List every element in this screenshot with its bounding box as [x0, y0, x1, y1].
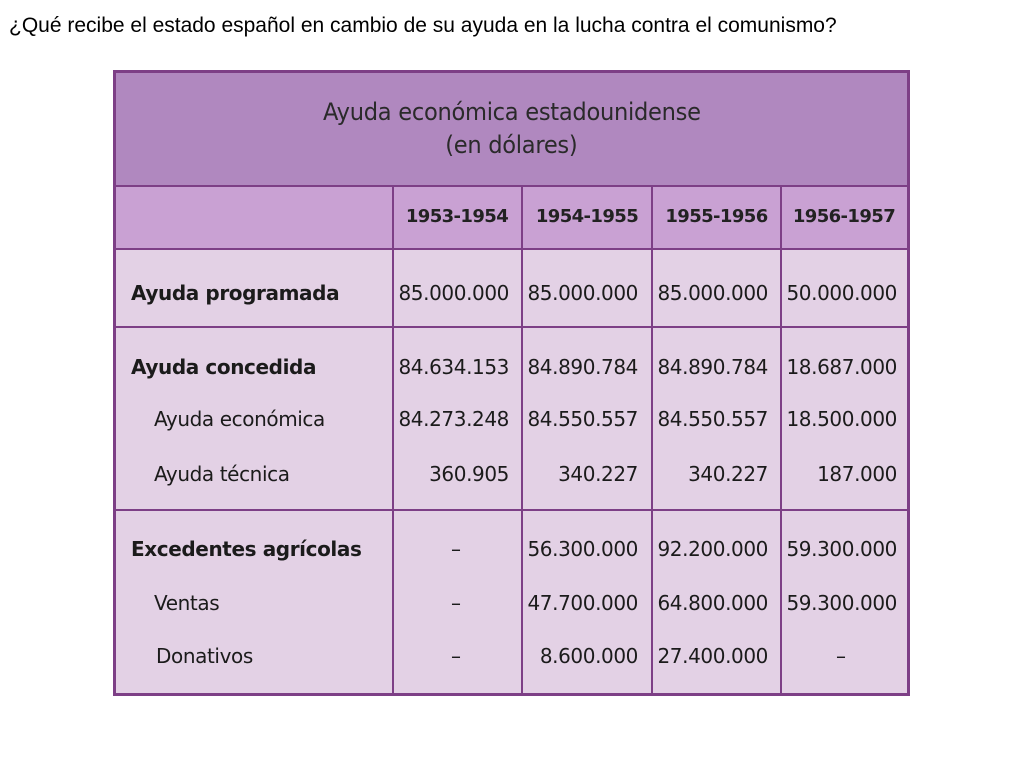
column-divider	[651, 187, 653, 693]
row-label: Ayuda económica	[154, 407, 325, 431]
row-label: Ayuda programada	[131, 281, 340, 305]
table-cell: 18.687.000	[786, 355, 897, 379]
table-title: Ayuda económica estadounidense	[322, 98, 701, 126]
years-row	[116, 187, 907, 250]
table-cell: 47.700.000	[527, 591, 638, 615]
slide-title: ¿Qué recibe el estado español en cambio de su ayuda en la lucha contra el comunismo?	[9, 14, 837, 37]
table-cell: 84.890.784	[527, 355, 638, 379]
table-subtitle: (en dólares)	[445, 131, 578, 159]
table-cell: 59.300.000	[786, 591, 897, 615]
table-cell: 92.200.000	[657, 537, 768, 561]
table-cell: 340.227	[558, 462, 638, 486]
table-cell: 340.227	[688, 462, 768, 486]
table-cell: 8.600.000	[539, 644, 638, 668]
row-label: Ayuda técnica	[154, 462, 290, 486]
table-cell: 27.400.000	[657, 644, 768, 668]
table-cell: 85.000.000	[398, 281, 509, 305]
row-label: Ventas	[154, 591, 220, 615]
table-cell: 84.890.784	[657, 355, 768, 379]
table-cell: 84.550.557	[527, 407, 638, 431]
table-cell: 59.300.000	[786, 537, 897, 561]
table-cell: 187.000	[817, 462, 897, 486]
table-cell: 360.905	[429, 462, 509, 486]
table-cell: 56.300.000	[527, 537, 638, 561]
table-cell: 85.000.000	[527, 281, 638, 305]
aid-table	[113, 70, 910, 696]
table-cell: 64.800.000	[657, 591, 768, 615]
table-header	[116, 73, 907, 187]
table-cell: –	[451, 537, 461, 561]
column-divider	[521, 187, 523, 693]
year-header: 1953-1954	[405, 206, 509, 227]
row-label: Donativos	[156, 644, 253, 668]
table-cell: 84.634.153	[398, 355, 509, 379]
year-header: 1955-1956	[665, 206, 768, 227]
year-header: 1956-1957	[792, 206, 896, 227]
table-cell: –	[451, 591, 461, 615]
table-cell: 85.000.000	[657, 281, 768, 305]
table-cell: 50.000.000	[786, 281, 897, 305]
table-cell: –	[451, 644, 461, 668]
table-cell: –	[836, 644, 846, 668]
year-header: 1954-1955	[535, 206, 639, 227]
table-cell: 84.550.557	[657, 407, 768, 431]
table-cell: 18.500.000	[786, 407, 897, 431]
table-cell: 84.273.248	[398, 407, 509, 431]
column-divider	[780, 187, 782, 693]
column-divider	[392, 187, 394, 693]
row-label: Excedentes agrícolas	[131, 537, 362, 561]
row-label: Ayuda concedida	[131, 355, 317, 379]
